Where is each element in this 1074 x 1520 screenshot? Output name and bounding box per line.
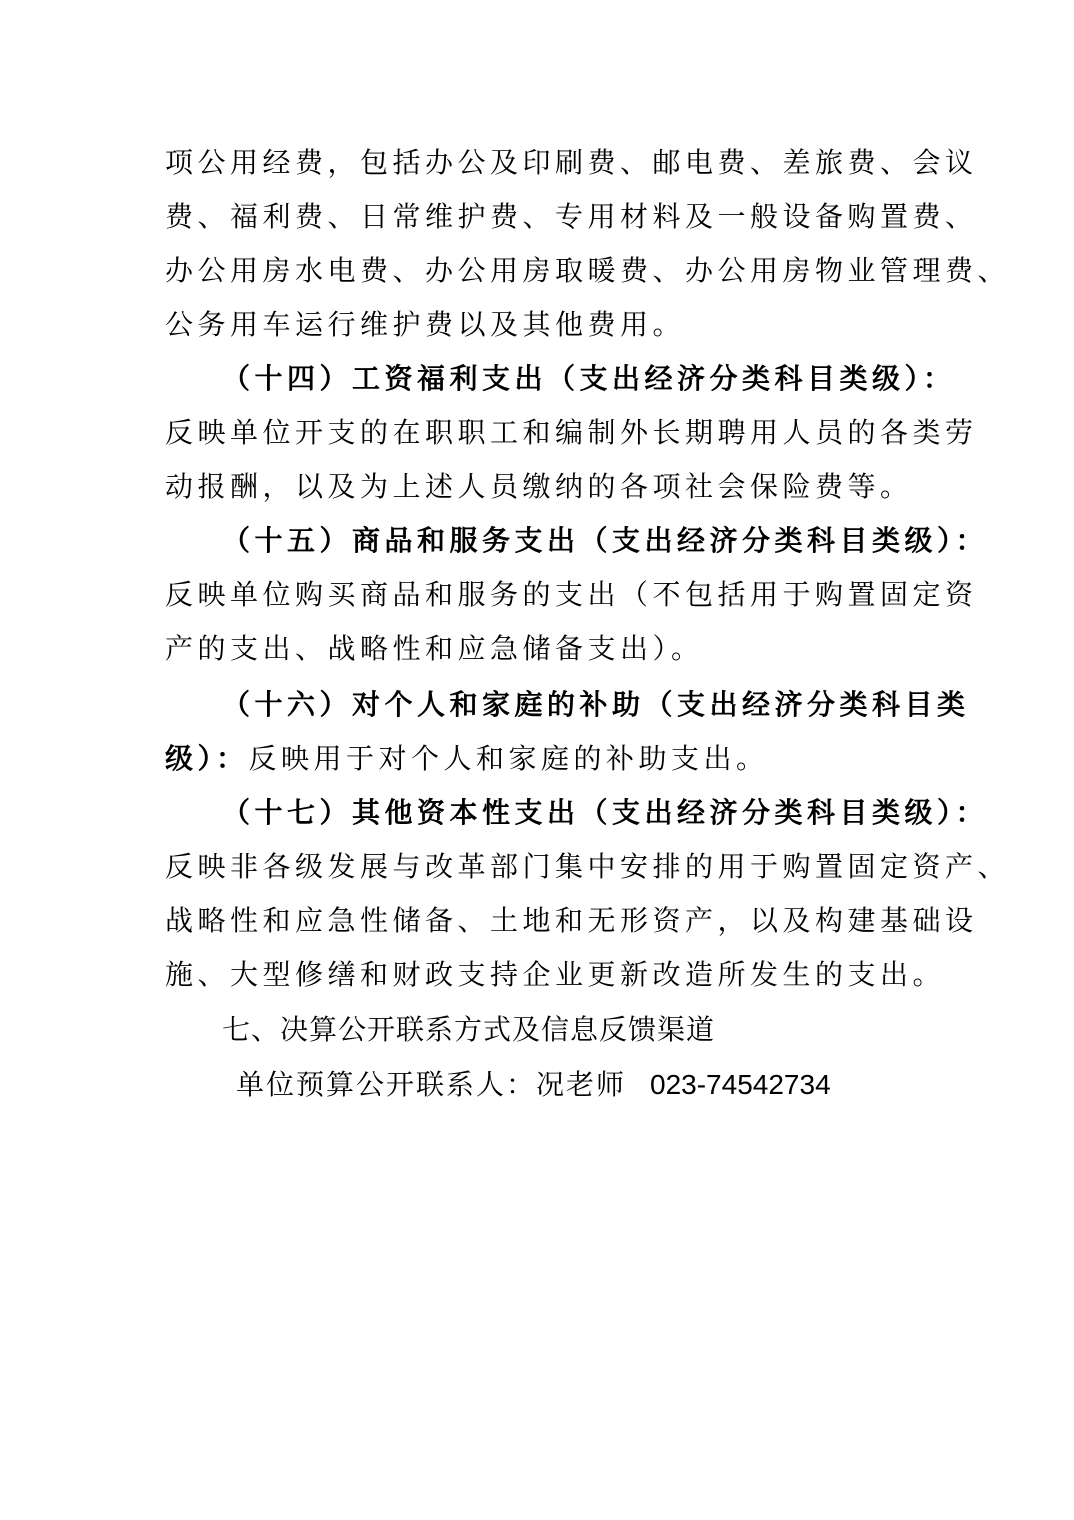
item-17-title: （十七）其他资本性支出（支出经济分类科目类级）： xyxy=(222,796,989,829)
paragraph-line: 反映单位购买商品和服务的支出（不包括用于购置固定资 xyxy=(165,578,978,611)
paragraph-line: 施、大型修缮和财政支持企业更新改造所发生的支出。 xyxy=(165,958,946,991)
item-16-line xyxy=(165,732,945,786)
contact-label: 单位预算公开联系人：况老师 xyxy=(236,1068,627,1101)
item-16-text: 反映用于对个人和家庭的补助支出。 xyxy=(248,742,769,775)
paragraph-line: 项公用经费，包括办公及印刷费、邮电费、差旅费、会议 xyxy=(165,146,978,179)
section-7-heading: 七、决算公开联系方式及信息反馈渠道 xyxy=(222,1013,716,1046)
paragraph-line: 反映非各级发展与改革部门集中安排的用于购置固定资产、 xyxy=(165,850,1011,883)
paragraph-line: 动报酬，以及为上述人员缴纳的各项社会保险费等。 xyxy=(165,470,913,503)
paragraph-line: 战略性和应急性储备、土地和无形资产，以及构建基础设 xyxy=(165,904,978,937)
contact-line xyxy=(236,1058,831,1112)
paragraph-line: 办公用房水电费、办公用房取暖费、办公用房物业管理费、 xyxy=(165,254,1011,287)
item-14-title: （十四）工资福利支出（支出经济分类科目类级）： xyxy=(222,362,956,395)
item-15-title: （十五）商品和服务支出（支出经济分类科目类级）： xyxy=(222,524,989,557)
paragraph-line: 公务用车运行维护费以及其他费用。 xyxy=(165,308,686,341)
paragraph-line: 费、福利费、日常维护费、专用材料及一般设备购置费、 xyxy=(165,200,978,233)
item-16-title-cont: 级）： xyxy=(165,742,249,775)
item-16-title: （十六）对个人和家庭的补助（支出经济分类科目类 xyxy=(222,688,970,721)
contact-phone: 023-74542734 xyxy=(650,1069,831,1100)
paragraph-line: 反映单位开支的在职职工和编制外长期聘用人员的各类劳 xyxy=(165,416,978,449)
paragraph-line: 产的支出、战略性和应急储备支出）。 xyxy=(165,632,704,665)
